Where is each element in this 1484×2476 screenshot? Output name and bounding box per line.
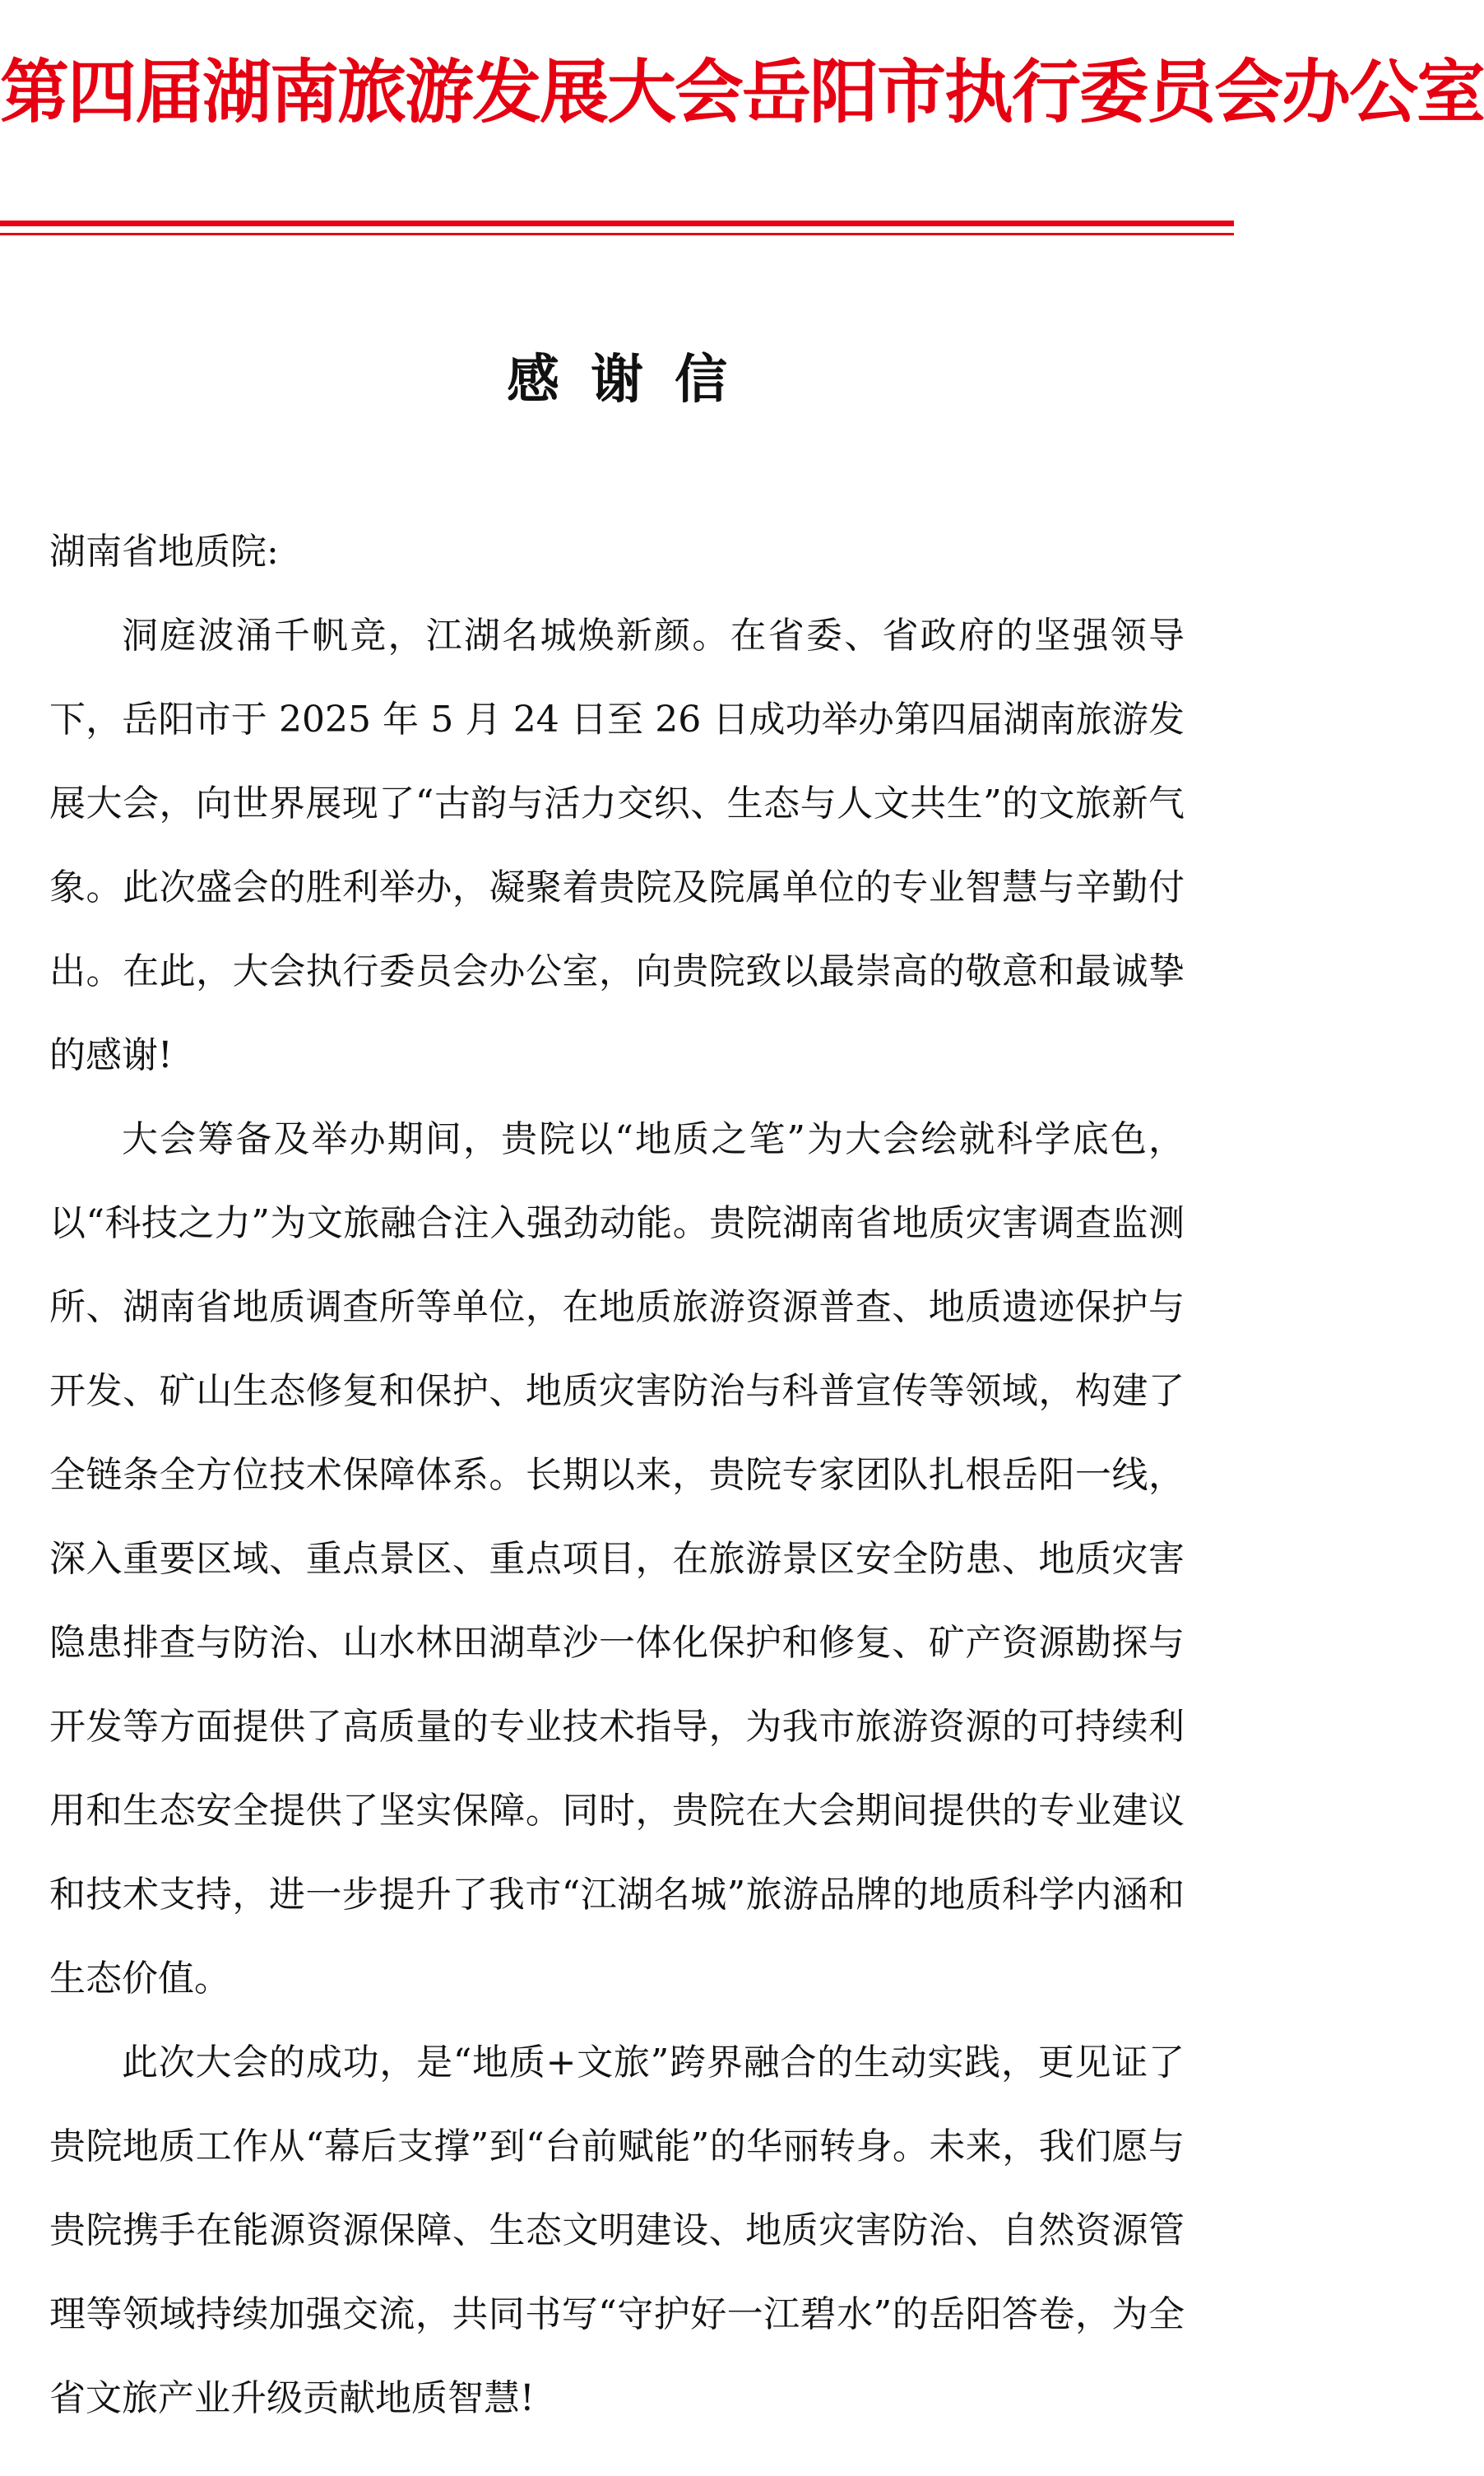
paragraph-2: 大会筹备及举办期间，贵院以“地质之笔”为大会绘就科学底色，以“科技之力”为文旅融合注入强劲动能。贵院湖南省地质灾害调查监测所、湖南省地质调查所等单位，在地质旅游资源普查、地质遗迹保护与开发、矿山生态修复和保护、地质灾害防治与科普宣传等领域，构建了全链条全方位技术保障体系。长期以来，贵院专家团队扎根岳阳一线，深入重要区域、重点景区、重点项目，在旅游景区安全防患、地质灾害隐患排查与防治、山水林田湖草沙一体化保护和修复、矿产资源勘探与开发等方面提供了高质量的专业技术指导，为我市旅游资源的可持续利用和生态安全提供了坚实保障。同时，贵院在大会期间提供的专业建议和技术支持，进一步提升了我市“江湖名城”旅游品牌的地质科学内涵和生态价值。 [49,1118,1185,2000]
letterhead-thin-rule [0,233,1234,235]
letterhead-title: 第四届湖南旅游发展大会岳阳市执行委员会办公室 [0,51,1484,132]
salutation: 湖南省地质院: [49,531,279,573]
letterhead-thick-rule [0,221,1234,226]
paragraph-1: 洞庭波涌千帆竞，江湖名城焕新颜。在省委、省政府的坚强领导下，岳阳市于 2025 年 5 月 24 日至 26 日成功举办第四届湖南旅游发展大会，向世界展现了“古韵与活力交织、生态与人文共生”的文旅新气象。此次盛会的胜利举办，凝聚着贵院及院属单位的专业智慧与辛勤付出。在此，大会执行委员会办公室，向贵院致以最崇高的敬意和最诚挚的感谢! [49,615,1185,1076]
letter-body [49,510,1185,2441]
paragraph-3: 此次大会的成功，是“地质+文旅”跨界融合的生动实践，更见证了贵院地质工作从“幕后支撑”到“台前赋能”的华丽转身。未来，我们愿与贵院携手在能源资源保障、生态文明建设、地质灾害防治、自然资源管理等领域持续加强交流，共同书写“守护好一江碧水”的岳阳答卷，为全省文旅产业升级贡献地质智慧! [49,2042,1185,2419]
letter-title: 感谢信 [507,349,758,411]
